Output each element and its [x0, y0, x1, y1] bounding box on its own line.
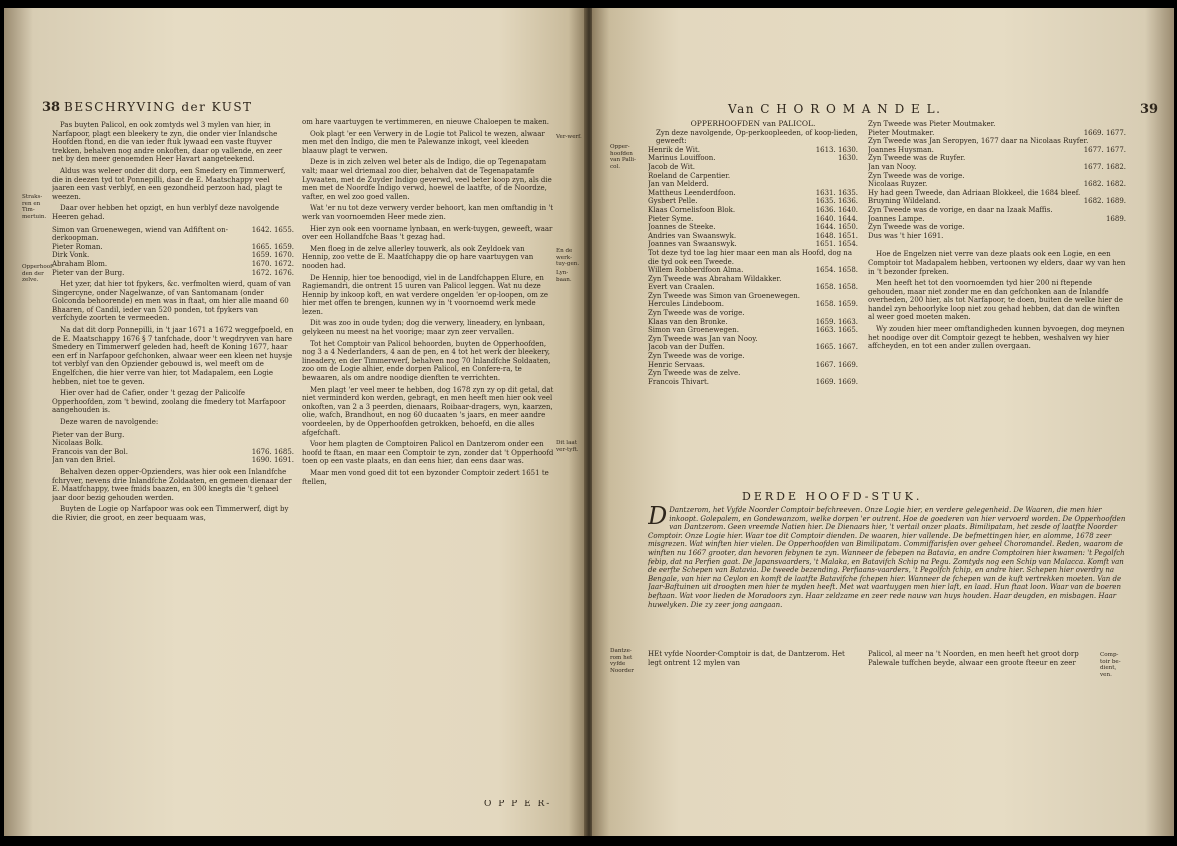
person-name: Jan van den Briel.: [52, 456, 116, 465]
person-name: Zyn Tweede was de Ruyfer.: [868, 154, 966, 163]
list-row: [648, 172, 858, 181]
list-row: [648, 343, 858, 352]
tenure-years: 1613. 1630.: [815, 145, 858, 154]
list-row: [868, 223, 1126, 232]
margin-note: Opper-hoofden van Palli-col.: [610, 144, 636, 170]
paragraph: De Hennip, hier toe benoodigd, viel in de Landfchappen Elure, en Ragiemandri, die ontrent 15 uuren van Palicol leggen. Wat nu deze Hennip by inkoop koft, en wat verdere ongelden 'er op-loopen, om ze hier met offen te brengen, kunnen wy in 't voornoemd werk mede lezen.: [302, 273, 548, 316]
paragraph: Aldus was weleer onder dit dorp, een Smedery en Timmerwerf, die in deezen tyd tot Ponnepilli, daar de E. Maatschappy veel jaaren een vast verblyf, en een gezondheid perzoon had, plagt te weezen.: [52, 166, 286, 201]
tenure-years: 1630.: [837, 154, 858, 163]
person-name: Pieter Roman.: [52, 242, 103, 251]
heads-list: [648, 146, 858, 387]
paragraph: Voor hem plagten de Comptoiren Palicol en Dantzerom onder een hoofd te ftaan, en maar een Comptoir te zyn, zonder dat 't Opperhoofd toen op een vaste plaats, en dan eens hier, dan eens daar was.: [302, 440, 554, 466]
person-name: Joannes Huysman.: [868, 145, 934, 154]
person-name: Joannes van Swaanswyk.: [648, 240, 737, 249]
list-row: [52, 448, 294, 457]
person-name: Gysbert Pelle.: [648, 197, 698, 206]
left-column: OPPERHOOFDEN van PALICOL. Zyn deze navolgende, Op-perkoopleeden, of koop-lieden, geweeft: Henrik de Wit. 1613. 1630. Marinus Louiffoon. 1630. Jacob de Wit. Roeland de Carpentier. Jan van Melderd. Mattheus Leenderdfoon. 1631. 1635. Gysbert Pelle. 1635. 1636. Klaas Cornelisfoon Blok. 1636. 1640. Pieter Syme. 1640. 1644. Joannes de Steeke. 1644. 1650. Andries van Swaanswyk. 1648. 1651. Joannes van Swaanswyk. 1651. 1654. Tot deze tyd toe lag hier maar een man als Hoofd, dog na die tyd ook een Tweede. Willem Robberdfoon Alma. 1654. 1658. Zyn Tweede was Abraham Wildakker. Evert van Craalen. 1658. 1658. Zyn Tweede was Simon van Groenewegen. Hercules Lindeboom. 1658. 1659. Zyn Tweede was de vorige. Klaas van den Bronke. 1659. 1663. Simon van Groenewegen. 1663. 1665. Zyn Tweede was Jan van Nooy. Jacob van der Duffen. 1665. 1667. Zyn Tweede was de vorige. Henric Servaas. 1667. 1669. Zyn Tweede was de zelve. Francois Thivart. 1669. 1669.: [648, 120, 858, 386]
person-name: Jan van Nooy.: [868, 162, 917, 171]
list-row: [648, 180, 858, 189]
tenure-years: 1672. 1676.: [251, 268, 294, 277]
chapter-opening: HEt vyfde Noorder-Comptoir is dat, de Dantzerom. Het legt ontrent 12 mylen van: [648, 650, 845, 667]
right-page: [592, 8, 1174, 836]
margin-note: Dantze-rom het vyfde Noorder: [610, 648, 634, 674]
person-name: Zyn Tweede was de vorige.: [868, 223, 965, 232]
tenure-years: 1648. 1651.: [815, 231, 858, 240]
tenure-years: 1651. 1654.: [815, 240, 858, 249]
tenure-years: 1658. 1659.: [815, 300, 858, 309]
paragraph: Tot het Comptoir van Palicol behoorden, buyten de Opperhoofden, nog 3 a 4 Nederlanders, 4 aan de pen, en 4 tot het werk der bleekery, lineadery, en der Timmerwerf, behalven nog 70 Inlandfche Soldaaten, zoo om de Logie alhier, ende dorpen Palicol, en Confere-ra, te bewaaren, als om andre noodige dienften te verrichten.: [302, 339, 551, 383]
list-row: [52, 251, 294, 260]
person-name: Abraham Blom.: [52, 259, 108, 268]
heads-list-continued: [868, 120, 1126, 240]
person-name: Pieter van der Burg.: [52, 430, 125, 439]
tenure-years: 1658. 1658.: [815, 283, 858, 292]
person-name: Zyn Tweede was Abraham Wildakker.: [648, 274, 782, 283]
chapter-opening-continued: Palicol, al meer na 't Noorden, en men heeft het groot dorp Palewale tuffchen beyde, alwaar een groote fteeur en zeer: [868, 650, 1079, 667]
page-number: 38: [42, 100, 61, 115]
tenure-years: 1663. 1665.: [815, 326, 858, 335]
list-row: [52, 431, 294, 440]
person-name: Dirk Vonk.: [52, 251, 90, 260]
tenure-years: 1640. 1644.: [815, 214, 858, 223]
margin-note: En de werk-tuy-gen.: [556, 248, 580, 268]
running-head: Van C H O R O M A N D E L.: [728, 102, 942, 116]
paragraph: Daar over hebben het opzigt, en hun verblyf deze navolgende Heeren gehad.: [52, 204, 280, 221]
list-row: [648, 378, 858, 387]
person-name: Simon van Groenewegen, wiend van Adfiftent on-derkoopman.: [52, 225, 228, 243]
catchword: O P P E R-: [484, 800, 552, 809]
list-row: [648, 197, 858, 206]
list-row: [648, 240, 858, 249]
tenure-years: 1659. 1670.: [251, 251, 294, 260]
list-row: [868, 189, 1126, 198]
person-name: Zyn Tweede was Pieter Moutmaker.: [868, 120, 996, 128]
paragraph: Ook plagt 'er een Verwery in de Logie tot Palicol te wezen, alwaar men met den Indigo, die men te Palewanze inkogt, veel kleeden blaauw plagt te verwen.: [302, 129, 545, 155]
paragraph: Deze waren de navolgende:: [60, 418, 159, 426]
list-row: [648, 189, 858, 198]
person-name: Francois Thivart.: [648, 377, 710, 386]
person-name: Zyn Tweede was de vorige.: [648, 352, 745, 361]
paragraph: Men plagt 'er veel meer te hebben, dog 1678 zyn zy op dit getal, dat niet verminderd kon werden, gebragt, en men heeft men hier ook veel onkoften, van 2 a 3 peerden, dienaars, Roibaar-dragers, wyn, kaarzen, olie, wafch, Brandhout, en nog 60 ducaaten 's jaars, en meer aandre voordeelen, by de Opperhoofden getrokken, behoefd, en die alles afgefchaft.: [302, 385, 554, 437]
list-row: [648, 266, 858, 275]
list-row: [648, 318, 858, 327]
person-name: Nicolaas Ruyzer.: [868, 180, 928, 189]
list-row: [648, 352, 858, 361]
list-row: [648, 369, 858, 378]
tenure-years: 1644. 1650.: [815, 223, 858, 232]
tenure-years: 1677. 1682.: [1083, 162, 1126, 171]
chapter-summary: D Dantzerom, het Vyfde Noorder Comptoir befchreeven. Onze Logie hier, en verdere gelegenheid. De Waaren, die men hier inkoopt. Golepalem, en Gondewanzom, welke dorpen 'er outrent. Hoe de goederen van hier vervoerd worden. De Opperhoofden van Dantzerom. Geen vreemde Natien hier. De Dienaars hier, 't vertail onzer plaats. Bimilipatam, het zesde of laatfte Noorder Comptoir. Onze Logie hier. Waar toe dit Comptoir dienden. De waaren, hier vallende. De befmettingen hier, en alomme, 1678 zeer misgrezen. Wat winften hier vielen. De Opperhoofden van Bimilipatam. Commiffarisfen over geheel Choromandel. Reden, waarom de winften nu 1667 grooter, dan hevoren febynen te zyn. Wanneer de febepen na Batavia, en andre Comptoiren hier kwamen: 't Pegolfch febip, dat na Perfien gaat. De Japansvaarders, 't Malaka, en Batavifch Schip na Pegu. Zomtyds nog een Schip van Malacca. Komft van de eerfte Schepen van Batavia. De tweede bezending. Perfiaans-vaarders, 't Pegolfch fchip, en andre hier. Schepen hier overdry na Bengale, van hier na Ceylon en komft de laatfte Batavifche fchepen hier. Wanneer de fchepen van de kuft vertrekken moeten. Van de Jaar-Baftuinen uit droogten men hier te myden heeft. Met wat vaartuygen men hier laft, en laad. Hun ftaat loon. Waar van de boeren beftaan. Wat voor lieden de Moradoors zyn. Haar zeldzame en zeer rede nauw van huys houden. Haar deugden, en misbagen. Haar huwelyken. Die zy zeer jong aangaan.: [648, 506, 1126, 609]
margin-note: Straks-ren en Tim-mertuin.: [22, 194, 47, 220]
person-name: Dus was 't hier 1691.: [868, 231, 944, 240]
paragraph: Men floeg in de zelve allerley touwerk, als ook Zeyldoek van Hennip, zoo vette de E. Maatfchappy die op hare vaartuygen van nooden had.: [302, 244, 534, 270]
margin-note: Dit laat ver-tyft.: [556, 440, 579, 453]
list-row: [648, 361, 858, 370]
tenure-years: 1669. 1677.: [1083, 128, 1126, 137]
person-name: Zyn Tweede was Jan Seropyen, 1677 daar na Nicolaas Ruyfer.: [868, 137, 1089, 146]
tenure-years: 1677. 1677.: [1083, 145, 1126, 154]
list-row: [52, 243, 294, 252]
drop-cap: D: [648, 506, 668, 530]
margin-note: Opperhoof-den der zelve.: [22, 264, 54, 284]
chapter-title: DERDE HOOFD-STUK.: [742, 490, 923, 503]
person-name: Andries van Swaanswyk.: [648, 231, 737, 240]
list-row: [868, 172, 1126, 181]
person-name: Jan van Melderd.: [648, 180, 709, 189]
list-row: [648, 154, 858, 163]
tenure-years: 1690. 1691.: [251, 456, 294, 465]
person-name: Henric Servaas.: [648, 360, 705, 369]
person-name: Klaas Cornelisfoon Blok.: [648, 205, 736, 214]
person-name: Jacob van der Duffen.: [648, 343, 725, 352]
list-row: [868, 197, 1126, 206]
list-row: [648, 283, 858, 292]
tenure-years: 1682. 1682.: [1083, 180, 1126, 189]
tenure-years: 1682. 1689.: [1083, 197, 1126, 206]
list-row: [648, 223, 858, 232]
person-name: Bruyning Wildeland.: [868, 197, 941, 206]
person-name: Joannes de Steeke.: [648, 223, 716, 232]
running-head: BESCHRYVING der KUST: [64, 100, 253, 114]
tenure-years: 1654. 1658.: [815, 266, 858, 275]
list-row: [868, 120, 1126, 129]
list-row: [52, 439, 294, 448]
paragraph: Maar men vond goed dit tot een byzonder Comptoir zedert 1651 te ftellen,: [302, 468, 549, 486]
list-row: [648, 326, 858, 335]
list-row: [52, 269, 294, 278]
person-name: Hercules Lindeboom.: [648, 300, 725, 309]
paragraph: Hier over had de Cafier, onder 't gezag der Palicolfe Opperhoofden, zom 't bewind, zoolang die fmedery tot Marfapoor aangehouden is.: [52, 389, 286, 415]
list-row: [648, 146, 858, 155]
list-row: [52, 456, 294, 465]
paragraph: Behalven dezen opper-Opzienders, was hier ook een Inlandfche fchryver, nevens drie Inlandfche Zoldaaten, en gemeen dienaar der E. Maatfchappy, twee fmids baazen, en 300 knegts die 't geheel jaar door bezig gehouden werden.: [52, 467, 292, 502]
margin-note: Lyn-baan.: [556, 270, 572, 283]
list-row: [648, 309, 858, 318]
person-name: Zyn Tweede was de vorige.: [648, 309, 745, 318]
tenure-years: 1631. 1635.: [815, 188, 858, 197]
person-name: Pieter Syme.: [648, 214, 694, 223]
list-row: [648, 215, 858, 224]
paragraph: Wy zouden hier meer omftandigheden kunnen byvoegen, dog meynen het noodige over dit Comptoir gezegt te hebben, weshalven wy hier affcheyden, en tot een ander zullen overgaan.: [868, 325, 1125, 351]
tenure-years: 1665. 1667.: [815, 343, 858, 352]
list-row: [648, 232, 858, 241]
person-name: Roeland de Carpentier.: [648, 171, 731, 180]
tenure-years: 1659. 1663.: [815, 317, 858, 326]
tenure-years: 1665. 1659.: [251, 242, 294, 251]
tenure-years: 1689.: [1105, 214, 1126, 223]
margin-note: Comp-toir be-dient, ven.: [1100, 652, 1121, 678]
list-row: [648, 300, 858, 309]
person-name: Pieter Moutmaker.: [868, 128, 935, 137]
person-name: Zyn Tweede was de vorige, en daar na Izaak Maffis.: [868, 205, 1053, 214]
person-name: Klaas van den Bronke.: [648, 317, 728, 326]
person-name: Tot deze tyd toe lag hier maar een man als Hoofd, dog na die tyd ook een Tweede.: [648, 248, 852, 266]
list-row: [868, 129, 1126, 138]
person-name: Zyn Tweede was Jan van Nooy.: [648, 334, 758, 343]
tenure-years: 1667. 1669.: [815, 360, 858, 369]
paragraph: Men heeft het tot den voornoemden tyd hier 200 ni ftepende gehouden, maar niet zonder me en dan gefchonken aan de Inlandfe overheden, 200 hier, als tot Narfapoor, te doen, buiten de welke hier de handel zyn behoorlyke loop niet zou gehad hebben, dat dan de winften al weer goed moeten maken.: [868, 279, 1123, 322]
list-row: [868, 146, 1126, 155]
page-number: 39: [1140, 102, 1159, 117]
person-name: Willem Robberdfoon Alma.: [648, 266, 744, 275]
list-row: [868, 215, 1126, 224]
person-name: Henrik de Wit.: [648, 145, 701, 154]
person-name: Pieter van der Burg.: [52, 268, 125, 277]
list-row: [868, 163, 1126, 172]
paragraph: Dit was zoo in oude tyden; dog die verwery, lineadery, en lynbaan, gelykeen nu meest na het voorige; maar zyn zeer vervallen.: [302, 319, 546, 337]
person-name: Zyn Tweede was de zelve.: [648, 369, 741, 378]
list-row: [648, 292, 858, 301]
person-name: Nicolaas Bolk.: [52, 439, 103, 448]
person-name: Zyn Tweede was Simon van Groenewegen.: [648, 291, 800, 300]
list-row: [868, 137, 1126, 146]
tenure-years: 1669. 1669.: [815, 377, 858, 386]
paragraph: Pas buyten Palicol, en ook zomtyds wel 3 mylen van hier, in Narfapoor, plagt een bleekery te zyn, die onder vier Inlandsche Hoofden ftond, en die van ieder ftuk lywaad een vaste ftuyver trekken, behalven nog andre onkoften, daar op vallende, en zeer net by den meer genoemden Heer Havart aangeteekend.: [52, 121, 283, 164]
person-name: Zyn Tweede was de vorige.: [868, 171, 965, 180]
person-name: Jacob de Wit.: [648, 162, 696, 171]
paragraph: Het yzer, dat hier tot fpykers, &c. verfmolten wierd, quam of van Singercyne, onder Nagelwanze, of van Santomanam (onder Golconda behoorende) en men was in ftaat, om hier alle maand 60 Bhaaren, of Candil, ieder van 520 ponden, tot fpykers van verfchyde zoorten te vermeeden.: [52, 280, 291, 323]
paragraph: Deze is in zich zelven wel beter als de Indigo, die op Tegenapatam valt; maar wel driemaal zoo dier, behalven dat de Tegenapatamfe Lywaaten, met de Zuyder Indigo geverwd, veel beter koop zyn, als die men met de Noordfe Indigo verwd, hoewel de laatfte, of de Noordze, vafter, en wel zoo goed vallen.: [302, 158, 552, 201]
person-name: Francois van der Bol.: [52, 447, 128, 456]
paragraph: Hoe de Engelzen niet verre van deze plaats ook een Logie, en een Comptoir tot Madapalem hebben, vertoonen wy elders, daar wy van hen in 't bezonder fpreken.: [868, 250, 1126, 276]
tenure-years: 1636. 1640.: [815, 205, 858, 214]
overseers-list: [52, 431, 294, 465]
officials-list: [52, 226, 294, 278]
list-row: [648, 335, 858, 344]
person-name: Joannes Lampe.: [868, 214, 925, 223]
left-page: [4, 8, 586, 836]
right-column: [868, 120, 1126, 484]
list-row: [52, 226, 294, 243]
list-row: [648, 163, 858, 172]
list-row: [868, 232, 1126, 241]
list-row: [648, 275, 858, 284]
paragraph: Wat 'er nu tot deze verwery verder behoort, kan men omftandig in 't werk van voornoemden Heer mede zien.: [302, 204, 554, 221]
tenure-years: 1642. 1655.: [251, 225, 294, 234]
paragraph: Buyten de Logie op Narfapoor was ook een Timmerwerf, digt by die Rivier, die groot, en zeer bequaam was,: [52, 505, 289, 522]
list-row: [868, 180, 1126, 189]
section-title: OPPERHOOFDEN van PALICOL.: [690, 120, 816, 128]
person-name: Marinus Louiffoon.: [648, 154, 716, 163]
person-name: Mattheus Leenderdfoon.: [648, 188, 736, 197]
tenure-years: 1676. 1685.: [251, 447, 294, 456]
margin-note: Ver-werf.: [556, 134, 582, 140]
list-row: [52, 260, 294, 269]
paragraph: Na dat dit dorp Ponnepilli, in 't jaar 1671 a 1672 weggefpoeld, en de E. Maatschappy 1676 § 7 tanfchade, door 't wegdryven van hare Smedery en Timmerwerf geleden had, heeft de Koning 1677, haar een erf in Narfapoor gefchonken, alwaar weer een kleen net huysje tot verblyf van den Opziender gebouwd is, wel meeft om de Engelfchen, die hier verre van hier, tot Madapalem, een Logie hebben, niet toe te geven.: [52, 326, 294, 386]
list-row: [868, 206, 1126, 215]
paragraph: Hier zyn ook een voorname lynbaan, en werk-tuygen, geweeft, waar over een Hollandfche Baas 't gezag had.: [302, 224, 553, 242]
list-row: [648, 249, 858, 266]
tenure-years: 1635. 1636.: [815, 197, 858, 206]
right-column: om hare vaartuygen te vertimmeren, en nieuwe Chaloepen te maken. Ook plagt 'er een Verwery in de Logie tot Palicol te wezen, alwaar men met den Indigo, die men te Palewanze inkogt, veel kleeden blaauw plagt te verwen. Deze is in zich zelven wel beter als de Indigo, die op Tegenapatam valt; maar wel driemaal zoo dier, behalven dat de Tegenapatamfe Lywaaten, met de Zuyder Indigo geverwd, veel beter koop zyn, als die men met de Noordfe Indigo verwd, hoewel de laatfte, of de Noordze, vafter, en wel zoo goed vallen. Wat 'er nu tot deze verwery verder behoort, kan men omftandig in 't werk van voornoemden Heer mede zien. Hier zyn ook een voorname lynbaan, en werk-tuygen, geweeft, waar over een Hollandfche Baas 't gezag had. Men floeg in de zelve allerley touwerk, als ook Zeyldoek van Hennip, zoo vette de E. Maatfchappy die op hare vaartuygen van nooden had. De Hennip, hier toe benoodigd, viel in de Landfchappen Elure, en Ragiemandri, die ontrent 15 uuren van Palicol leggen. Wat nu deze Hennip by inkoop koft, en wat verdere ongelden 'er op-loopen, om ze hier met offen te brengen, kunnen wy in 't voornoemd werk mede lezen. Dit was zoo in oude tyden; dog die verwery, lineadery, en lynbaan, gelykeen nu meest na het voorige; maar zyn zeer vervallen. Tot het Comptoir van Palicol behoorden, buyten de Opperhoofden, nog 3 a 4 Nederlanders, 4 aan de pen, en 4 tot het werk der bleekery, lineadery, en der Timmerwerf, behalven nog 70 Inlandfche Soldaaten, zoo om de Logie alhier, ende dorpen Palicol, en Confere-ra, te bewaaren, als om andre noodige dienften te verrichten. Men plagt 'er veel meer te hebben, dog 1678 zyn zy op dit getal, dat niet verminderd kon werden, gebragt, en men heeft men hier ook veel onkoften, van 2 a 3 peerden, dienaars, Roibaar-dragers, wyn, kaarzen, olie, wafch, Brandhout, en nog 60 ducaaten 's jaars, en meer aandre voordeelen, by de Opperhoofden getrokken, behoefd, en die alles afgefchaft. Voor hem plagten de Comptoiren Palicol en Dantzerom onder een hoofd te ftaan, en maar een Comptoir te zyn, zonder dat 't Opperhoofd toen op een vaste plaats, en dan eens hier, dan eens daar was. Maar men vond goed dit tot een byzonder Comptoir zedert 1651 te ftellen,: [302, 118, 554, 486]
list-row: [648, 206, 858, 215]
person-name: Evert van Craalen.: [648, 283, 715, 292]
left-column: [52, 118, 294, 798]
tenure-years: 1670. 1672.: [251, 259, 294, 268]
person-name: Hy had geen Tweede, dan Adriaan Blokkeel, die 1684 bleef.: [868, 188, 1081, 197]
person-name: Simon van Groenewegen.: [648, 326, 739, 335]
list-row: [868, 154, 1126, 163]
